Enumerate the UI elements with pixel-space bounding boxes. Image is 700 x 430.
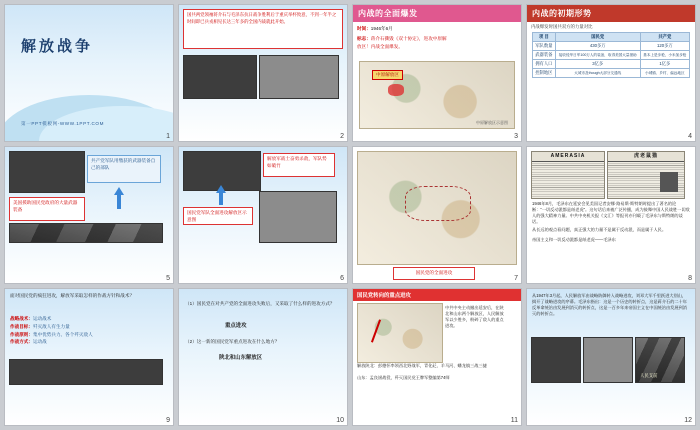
slide-11-text: 中共中央主动撤出延安后，在陕北和山东两个解放区，人民解放军以少胜多，粉碎了敌人的重点进攻。 [445,305,504,328]
page-title: 解放战争 [21,38,94,55]
cell-3-1: 大城市及though大部分交通线 [555,69,640,78]
newspaper-masthead-2: 虎老鼠猫 [608,152,684,162]
photo-support-2 [583,337,633,383]
table-row [533,69,690,78]
slide-4-title: 内战的初期形势 [532,9,592,18]
table-row [533,42,690,51]
slide-12-text: 从1947年3月起，人民解放军由战略防御转入战略进攻，刘邓大军千里跃进大别山，揭开了战略进攻的序幕。毛泽东指出：这是一个历史的转折点，这是蒋介石的二十年反革命统治由发展到消灭的转折点，这是一百多年来帝国主义在中国统治由发展到消灭的转折点。 [532,293,687,316]
cell-3-2: 小城镇、乡村、偏远地区 [640,69,689,78]
photo-support-3 [635,337,685,383]
tactic-item-2 [10,323,93,331]
map-highlight [388,84,404,96]
slide-number: 1 [166,133,170,140]
caption-bottom: 国民党军队全面进攻解放区示意图 [183,207,253,225]
map-caption: 国民党的全面进攻 [393,267,475,280]
photo-march [259,191,337,243]
photo-support-1 [531,337,581,383]
slide-3-title: 内战的全面爆发 [358,9,418,18]
caption-red-top: 解放军战士奋勇杀敌，军队势如破竹 [263,153,335,177]
slide-number: 11 [510,417,518,424]
newspaper-left [531,151,605,199]
slide-6[interactable] [178,146,348,284]
caption-blue: 共产党军队用缴获的武器装备自己的部队 [87,155,161,183]
question-2-answer: 陕北和山东解放区 [219,355,263,361]
time-label: 时间： [357,26,371,31]
cell-0-0: 军队数量 [533,42,556,51]
time-line [357,25,449,33]
arrow-stem [117,195,121,209]
map-caption: 中原解放区示意图 [476,120,508,125]
tactic-item-4 [10,338,93,346]
tactic-item-3 [10,331,93,339]
cell-0-1: 430多万 [555,42,640,51]
map-kmt-offensive [357,151,517,265]
red-note-2: 帝国主义和一切反动派都是纸老虎——毛泽东 [532,237,616,242]
slide-11-head: 国民党转向的重点进攻 [353,289,521,301]
photo-weapons-top [9,151,85,193]
cell-2-0: 拥有人口 [533,60,556,69]
cell-3-0: 控制地区 [533,69,556,78]
slide-number: 5 [166,275,170,282]
slide-5[interactable] [4,146,174,284]
slide-number: 6 [340,275,344,282]
map-region-label: 中原解放区 [372,70,403,80]
slide-number: 12 [684,417,692,424]
slide-number: 2 [340,133,344,140]
red-note-1: 从长远的观点看问题，真正强大的力量不是属于反动派，而是属于人民。 [532,227,667,232]
up-arrow-icon [114,187,124,195]
newspaper-photo [660,172,678,192]
slide-11[interactable] [352,288,522,426]
table-row [533,51,690,60]
slide-4-banner [527,5,695,22]
slide-8[interactable] [526,146,696,284]
mark-line [357,35,449,51]
tactic-val-2: 歼灭敌人有生力量 [32,323,70,329]
cell-2-2: 1亿多 [640,60,689,69]
slide-1[interactable] [4,4,174,142]
slide-number: 10 [336,417,344,424]
red-note-shandong: 山东：孟良崮战役，歼灭国民党王牌军整编第74师 [357,375,450,380]
slide-number: 9 [166,417,170,424]
slide-number: 7 [514,275,518,282]
slide-7[interactable] [352,146,522,284]
map-key-offensive [357,303,443,363]
arrow-stem [219,193,223,205]
caption-red: 美国援助国民党政府的大量武器装备 [9,197,85,221]
up-arrow-icon [216,185,226,193]
slide-number: 8 [688,275,692,282]
slide-12[interactable] [526,288,696,426]
slide-9-title: 面对国民党的疯狂进攻，解放军采取怎样的作战方针和战术？ [10,293,135,298]
question-1: （1）国民党在对共产党的全面进攻失败后，又采取了什么样的进攻方式？ [185,301,335,306]
th-1: 国民党 [555,33,640,42]
photo-battle [9,359,163,385]
red-note-shaanbei: 解放陕北：彭德怀率领西北野战军，青化砭、羊马河、蟠龙镇三战三捷 [357,363,487,368]
table-row [533,60,690,69]
slide-9[interactable] [4,288,174,426]
slide-2[interactable] [178,4,348,142]
cover-subtitle: 第一PPT模板网-WWW.1PPT.COM [21,121,105,126]
tactic-val-4: 运动战 [32,339,47,345]
tactic-val-1: 运动战术 [32,316,52,321]
map-arrow-zone [405,186,470,222]
tactic-item-1 [10,315,93,323]
tactic-key-3: 作战原则： [10,331,33,337]
tactic-key-2: 作战目标： [10,323,33,329]
slide-4-subtitle: 内战爆发时国共双方的力量对比 [531,24,593,29]
cell-2-1: 3亿多 [555,60,640,69]
photo-soldiers [259,55,339,99]
time-value: 1946年6月 [370,26,393,31]
slide-number: 3 [514,133,518,140]
mark-value: 蒋介石撕毁《双十协定》，进攻中原解放区！内战全面爆发。 [357,35,447,49]
slide-4[interactable] [526,4,696,142]
th-2: 共产党 [640,33,689,42]
tactic-val-3: 集中优势兵力、各个歼灭敌人 [32,331,93,337]
table-header-row [533,33,690,42]
cell-0-2: 120多万 [640,42,689,51]
slide-number: 4 [688,133,692,140]
photo-crowd [183,55,257,99]
slide-10[interactable] [178,288,348,426]
map-central-plains [359,61,515,129]
cell-1-0: 武器装备 [533,51,556,60]
mark-label: 标志： [357,35,371,41]
tactic-key-1: 战略战术： [10,316,33,321]
comparison-table [532,32,690,78]
question-1-answer: 重点进攻 [225,323,247,329]
photo-caption: 人民支前 [640,373,658,378]
slide-3[interactable] [352,4,522,142]
tactic-key-4: 作战方式： [10,339,33,345]
newspaper-right [607,151,685,199]
newspaper-body: 1946年8月，毛泽东在延安会见美国记者安娜·路易斯·斯特朗时提出了著名的论断：“一切反动派都是纸老虎”。这句话后来被广泛传播，成为鼓舞中国人民战胜一切敌人的强大精神力量。中共中央机关报《文汇》等报刊亦刊载了毛泽东与斯特朗的谈话。 [532,201,690,224]
th-0: 项 目 [533,33,556,42]
banner-text: 国共两党领袖蒋介石与毛泽东抗日战争胜利后于重庆举杯致意，不到一年半之时间即已兵戎相见长达三年多的全国内战就此开始。 [183,9,343,49]
slide-3-banner [353,5,521,22]
photo-artillery [9,223,163,243]
question-2: （2）这一新的国民党军重点进攻在什么地方？ [185,339,280,344]
cell-1-1: 接收侵华日军100万人的装备，取得美国大量援助 [555,51,640,60]
cell-1-2: 基本上是步枪，小米加步枪 [640,51,689,60]
newspaper-masthead: AMERASIA [532,152,604,162]
map-arrow [371,319,381,342]
